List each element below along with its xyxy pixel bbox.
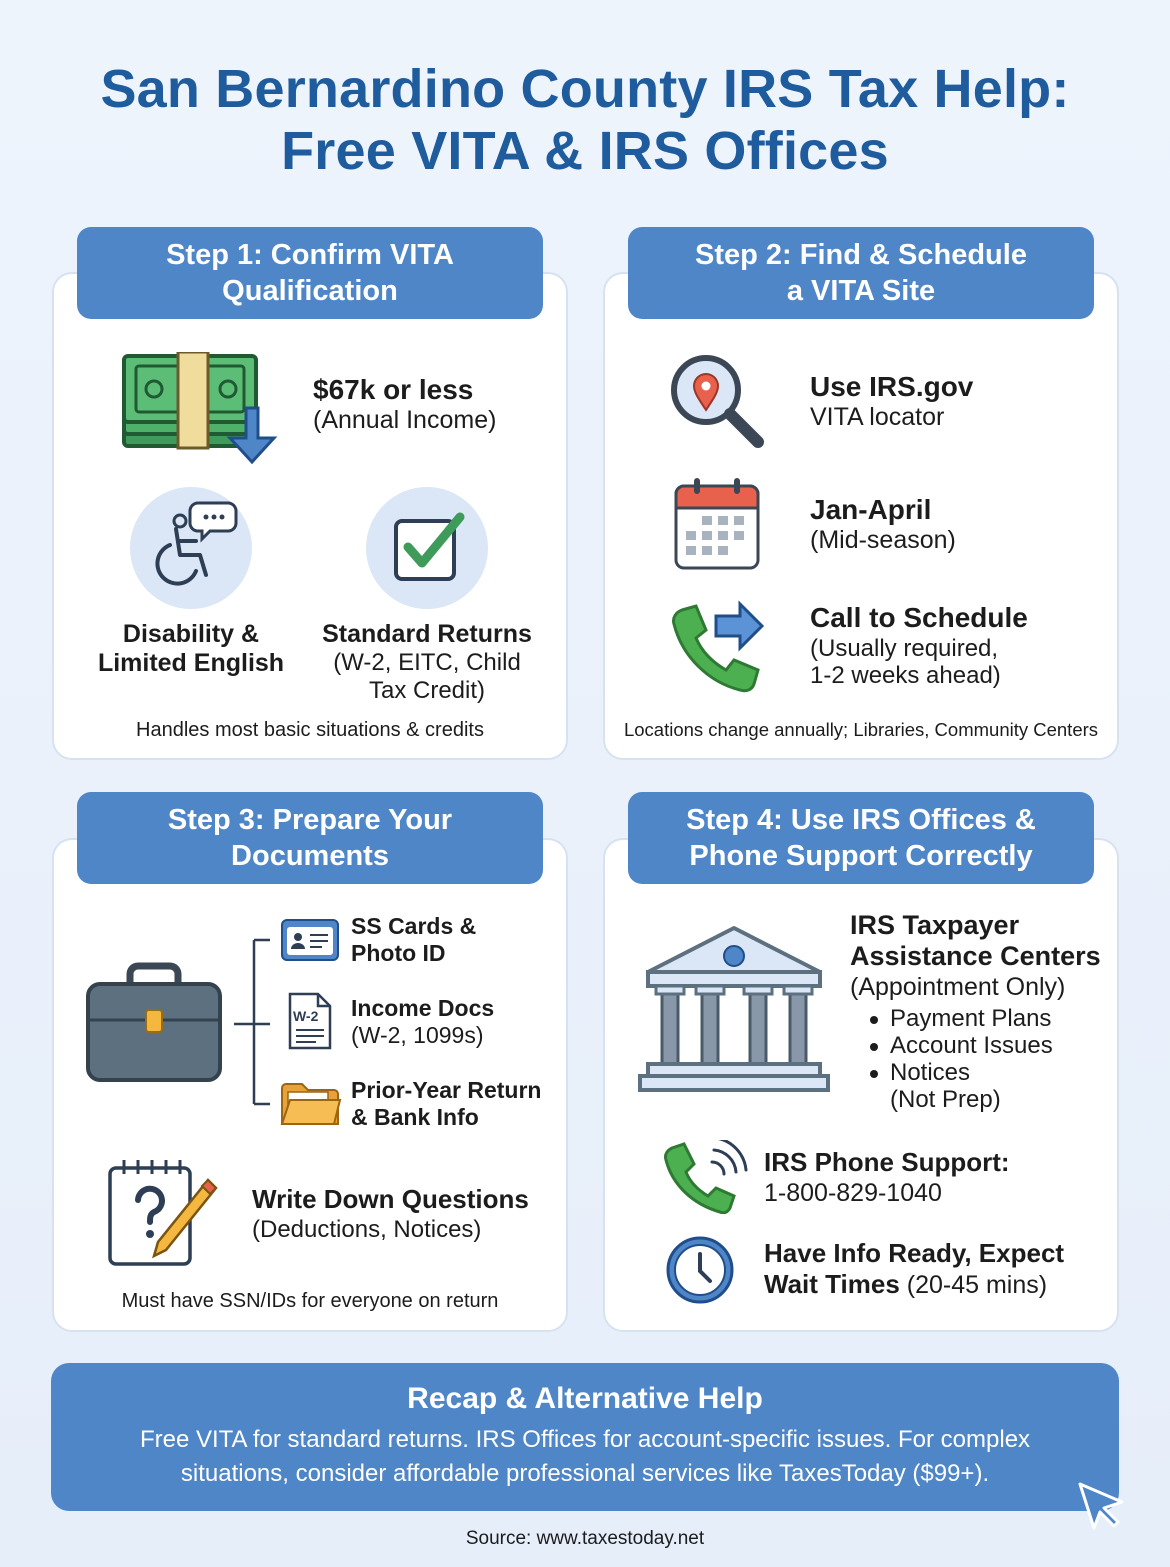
document-icon: [286, 992, 334, 1050]
step4-header-line1: Step 4: Use IRS Offices &: [686, 804, 1036, 836]
tac-note: (Not Prep): [890, 1086, 1001, 1113]
doc2-title: Income Docs: [351, 995, 495, 1021]
page-title: [0, 58, 1170, 182]
title-line-2: Free VITA & IRS Offices: [281, 121, 889, 181]
call-title: Call to Schedule: [810, 602, 1028, 633]
call-subtitle-2: 1-2 weeks ahead): [810, 662, 1001, 689]
step2-header-line2: a VITA Site: [786, 275, 936, 307]
ready-line2-rest: (20-45 mins): [899, 1271, 1048, 1299]
folder-icon: [280, 1080, 342, 1128]
doc3-label: [351, 1077, 541, 1131]
money-down-icon: [120, 352, 288, 464]
notepad-pencil-icon: [104, 1156, 222, 1270]
clock-icon: [664, 1234, 736, 1306]
standard-sub1: (W-2, EITC, Child: [333, 649, 521, 676]
cursor-icon: [1074, 1478, 1130, 1534]
source-credit: Source: www.taxestoday.net: [465, 1528, 705, 1549]
disability-line1: Disability &: [122, 620, 260, 648]
standard-returns-label: [312, 620, 542, 705]
questions-title: Write Down Questions: [252, 1184, 529, 1214]
phone-block: [764, 1147, 1010, 1209]
checkbox-icon: [388, 507, 468, 587]
standard-sub2: Tax Credit): [368, 677, 486, 704]
locator-subtitle: VITA locator: [810, 403, 945, 431]
step2-footer: Locations change annually; Libraries, Community Centers: [623, 719, 1099, 740]
doc2-label: [351, 995, 494, 1049]
doc2-subtitle: (W-2, 1099s): [351, 1022, 484, 1048]
step3-header-line2: Documents: [231, 840, 389, 872]
step1-header: [77, 227, 543, 319]
phone-title: IRS Phone Support:: [764, 1147, 1010, 1177]
ready-line2: [764, 1269, 1064, 1301]
step2-header-line1: Step 2: Find & Schedule: [695, 239, 1027, 271]
step1-header-line2: Qualification: [222, 275, 398, 307]
recap-title: Recap & Alternative Help: [407, 1382, 763, 1415]
map-search-icon: [668, 352, 768, 450]
doc1-line1: SS Cards &: [351, 913, 477, 939]
income-subtitle: (Annual Income): [313, 406, 497, 434]
locator-title: Use IRS.gov: [810, 371, 974, 402]
doc1-line2: Photo ID: [351, 940, 446, 966]
government-building-icon: [638, 924, 830, 1094]
ready-line1: Have Info Ready, Expect: [764, 1238, 1065, 1268]
questions-label: [252, 1183, 529, 1245]
step3-footer: Must have SSN/IDs for everyone on return: [121, 1290, 499, 1312]
season-title: Jan-April: [810, 494, 932, 525]
step3-header-line1: Step 3: Prepare Your: [167, 804, 453, 836]
phone-number: 1-800-829-1040: [764, 1179, 942, 1207]
calendar-icon: [672, 476, 762, 572]
accessibility-chat-icon: [140, 497, 242, 597]
doc3-line2: & Bank Info: [351, 1104, 479, 1130]
step2-header: [628, 227, 1094, 319]
briefcase-icon: [84, 962, 224, 1084]
doc3-line1: Prior-Year Return: [351, 1077, 542, 1103]
recap-banner: [51, 1363, 1119, 1511]
title-line-1: San Bernardino County IRS Tax Help:: [100, 59, 1070, 119]
tac-block: [850, 910, 1101, 1113]
phone-arrow-icon: [668, 600, 768, 696]
doc1-label: [351, 913, 476, 967]
recap-line1: Free VITA for standard returns. IRS Offices for account-specific issues. For complex: [139, 1426, 1031, 1453]
step1-footer: Handles most basic situations & credits: [136, 719, 484, 741]
recap-line2: situations, consider affordable professional services like TaxesToday ($99+).: [180, 1460, 990, 1487]
ready-line2-bold: Wait Times: [764, 1269, 900, 1299]
call-subtitle-1: (Usually required,: [810, 635, 999, 662]
id-card-icon: [280, 918, 340, 962]
tac-bullet-item: Payment Plans: [868, 1005, 1101, 1032]
disability-label: [90, 620, 292, 678]
tac-title-line1: IRS Taxpayer: [850, 910, 1020, 940]
standard-title: Standard Returns: [322, 620, 532, 648]
tac-bullets: [868, 1005, 1101, 1086]
questions-subtitle: (Deductions, Notices): [252, 1216, 482, 1243]
document-icon-label: W-2: [293, 1008, 319, 1024]
tac-bullet-item: Account Issues: [868, 1032, 1101, 1059]
disability-line2: Limited English: [97, 649, 285, 677]
tac-subtitle: (Appointment Only): [850, 973, 1066, 1001]
step1-header-line1: Step 1: Confirm VITA: [166, 239, 454, 271]
tac-bullet-item: Notices: [868, 1059, 1101, 1086]
tac-title-line2: Assistance Centers: [850, 941, 1101, 971]
step4-header: [628, 792, 1094, 884]
income-title: $67k or less: [313, 374, 474, 405]
step4-header-line2: Phone Support Correctly: [689, 840, 1033, 872]
step3-header: [77, 792, 543, 884]
phone-signal-icon: [662, 1140, 748, 1214]
season-subtitle: (Mid-season): [810, 526, 956, 554]
ready-block: [764, 1238, 1064, 1301]
document-bracket: [230, 938, 280, 1108]
